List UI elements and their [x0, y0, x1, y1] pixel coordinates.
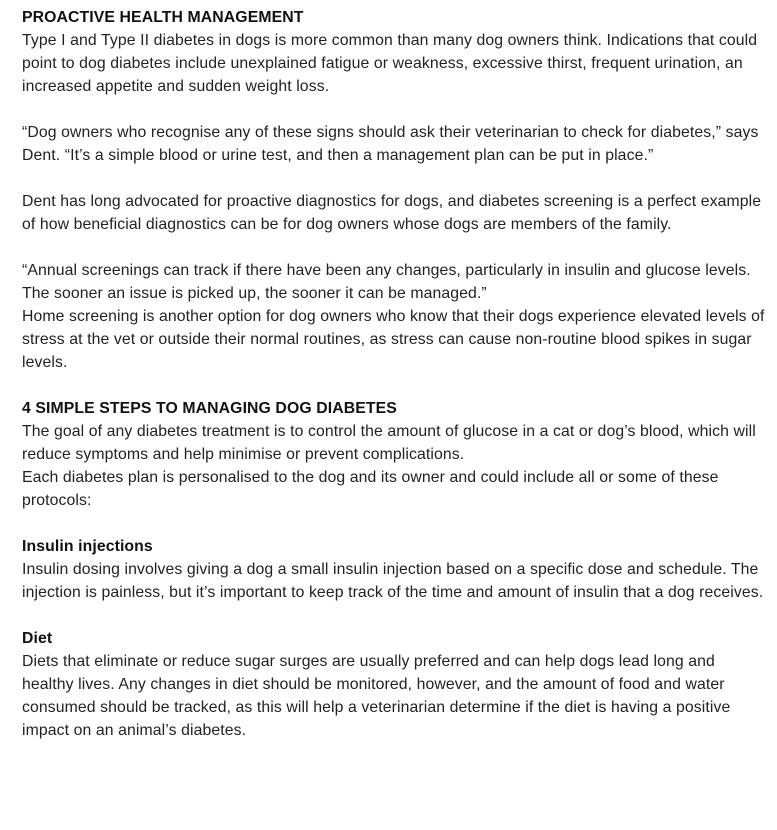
section-heading-simple-steps: 4 SIMPLE STEPS TO MANAGING DOG DIABETES [22, 400, 397, 417]
section-heading-proactive-health: PROACTIVE HEALTH MANAGEMENT [22, 9, 304, 26]
subheading-insulin-injections: Insulin injections [22, 538, 153, 555]
paragraph-dent-quote: “Dog owners who recognise any of these signs should ask their veterinarian to check for diabetes,” says Dent. “It’s a simple blood or urine test, and then a management plan can be put in place.” [22, 124, 759, 164]
paragraph-insulin-dosing: Insulin dosing involves giving a dog a small insulin injection based on a specific dose and schedule. The injection is painless, but it’s important to keep track of the time and amount of insulin that a dog receives. [22, 561, 764, 601]
paragraph-spacer [22, 98, 767, 121]
article-body [22, 6, 767, 742]
paragraph-proactive-diagnostics: Dent has long advocated for proactive diagnostics for dogs, and diabetes screening is a perfect example of how beneficial diagnostics can be for dog owners whose dogs are members of the family. [22, 193, 762, 233]
paragraph-spacer [22, 236, 767, 259]
paragraph-personalised-plan: Each diabetes plan is personalised to the dog and its owner and could include all or some of these protocols: [22, 469, 719, 509]
subheading-diet: Diet [22, 630, 53, 647]
paragraph-diet: Diets that eliminate or reduce sugar surges are usually preferred and can help dogs lead long and healthy lives. Any changes in diet should be monitored, however, and the amount of food and water consumed should be tracked, as this will help a veterinarian determine if the diet is having a positive impact on an animal’s diabetes. [22, 653, 731, 739]
paragraph-treatment-goal: The goal of any diabetes treatment is to control the amount of glucose in a cat or dog’s blood, which will reduce symptoms and help minimise or prevent complications. [22, 423, 756, 463]
paragraph-spacer [22, 604, 767, 627]
paragraph-spacer [22, 512, 767, 535]
paragraph-diabetes-indications: Type I and Type II diabetes in dogs is more common than many dog owners think. Indications that could point to dog diabetes include unexplained fatigue or weakness, excessive thirst, frequent urination, an increased appetite and sudden weight loss. [22, 32, 758, 95]
paragraph-spacer [22, 374, 767, 397]
paragraph-annual-screenings: “Annual screenings can track if there have been any changes, particularly in insulin and glucose levels. The sooner an issue is picked up, the sooner it can be managed.” [22, 262, 751, 302]
paragraph-home-screening: Home screening is another option for dog owners who know that their dogs experience elevated levels of stress at the vet or outside their normal routines, as stress can cause non-routine blood spikes in sugar levels. [22, 308, 765, 371]
paragraph-spacer [22, 167, 767, 190]
